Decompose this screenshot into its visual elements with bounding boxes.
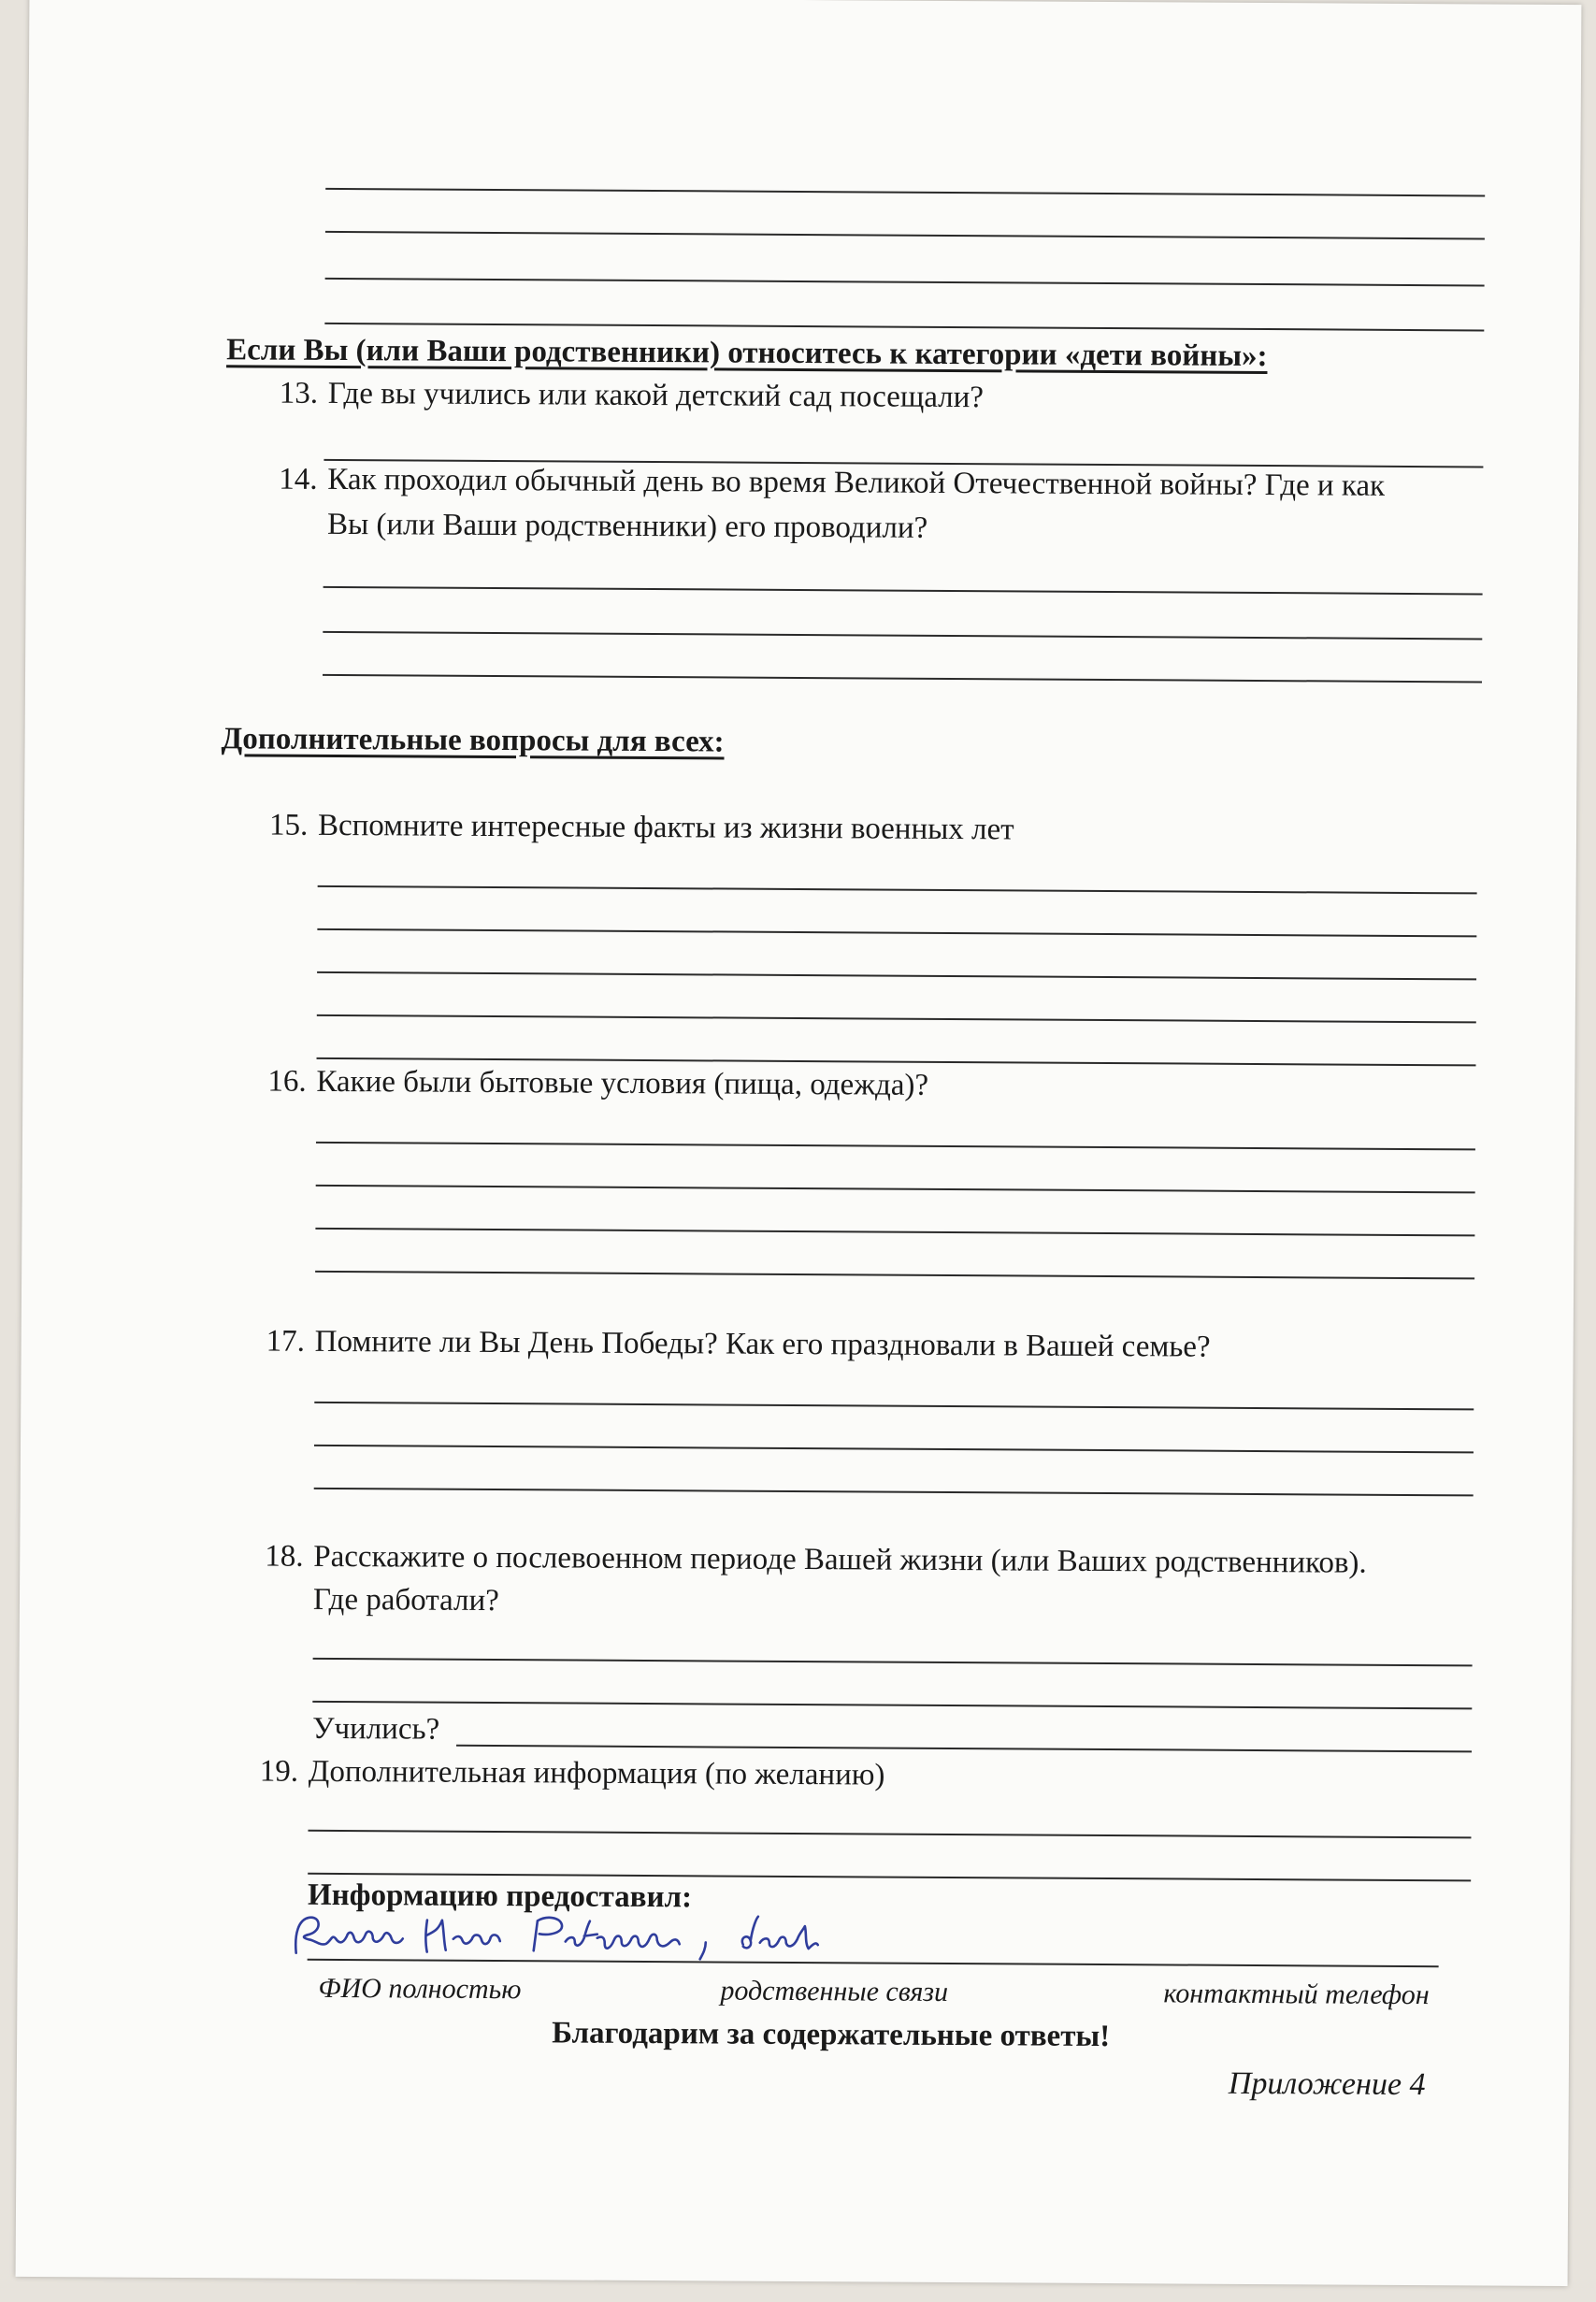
question-18-studied-label: Учились? xyxy=(312,1711,440,1747)
answer-line[interactable] xyxy=(315,1228,1474,1237)
answer-line[interactable] xyxy=(313,1658,1473,1667)
handwriting-drawing xyxy=(289,1906,869,1966)
caption-relation: родственные связи xyxy=(720,1975,949,2007)
question-17-number: 17. xyxy=(266,1324,306,1359)
question-18-number: 18. xyxy=(265,1539,304,1574)
question-14-text-line1: Как проходил обычный день во время Великой Отечественной войны? Где и как xyxy=(327,462,1386,503)
answer-line[interactable] xyxy=(318,885,1477,895)
answer-line[interactable] xyxy=(325,278,1485,287)
appendix-label: Приложение 4 xyxy=(1228,2065,1426,2103)
question-19-number: 19. xyxy=(259,1754,299,1789)
question-16-text: Какие были бытовые условия (пища, одежда)? xyxy=(316,1064,929,1102)
question-18-text-line2: Где работали? xyxy=(312,1582,499,1619)
thanks-text: Благодарим за содержательные ответы! xyxy=(552,2016,1111,2054)
question-18-text-line1: Расскажите о послевоенном периоде Вашей жизни (или Ваших родственников). xyxy=(313,1539,1367,1580)
answer-line[interactable] xyxy=(315,1271,1474,1280)
questionnaire-page xyxy=(16,0,1582,2286)
question-15-text: Вспомните интересные факты из жизни военных лет xyxy=(317,808,1014,847)
question-15-number: 15. xyxy=(268,808,309,842)
answer-line[interactable] xyxy=(324,586,1483,596)
answer-line[interactable] xyxy=(324,323,1484,332)
caption-fio: ФИО полностью xyxy=(318,1972,522,2006)
answer-line[interactable] xyxy=(325,188,1485,197)
answer-line[interactable] xyxy=(308,1830,1471,1839)
answer-line[interactable] xyxy=(323,674,1482,683)
answer-line[interactable] xyxy=(316,1142,1475,1151)
question-13-number: 13. xyxy=(279,376,319,410)
caption-phone: контактный телефон xyxy=(1163,1978,1430,2011)
provided-by-label: Информацию предоставил: xyxy=(307,1878,693,1915)
section-heading-additional: Дополнительные вопросы для всех: xyxy=(221,722,725,759)
answer-line[interactable] xyxy=(317,1014,1476,1024)
answer-line[interactable] xyxy=(314,1402,1474,1411)
handwritten-signature xyxy=(289,1906,869,1966)
answer-line[interactable] xyxy=(314,1488,1474,1497)
question-17-text: Помните ли Вы День Победы? Как его праздновали в Вашей семье? xyxy=(314,1324,1211,1364)
question-13-text: Где вы учились или какой детский сад посещали? xyxy=(327,376,985,415)
question-14-text-line2: Вы (или Ваши родственники) его проводили? xyxy=(326,507,928,545)
answer-line[interactable] xyxy=(312,1701,1472,1710)
question-14-number: 14. xyxy=(279,462,318,496)
section-heading-children-of-war: Если Вы (или Ваши родственники) относитесь к категории «дети войны»: xyxy=(226,333,1268,374)
answer-line[interactable] xyxy=(317,971,1476,981)
answer-line[interactable] xyxy=(316,1185,1475,1194)
question-16-number: 16. xyxy=(267,1064,307,1099)
answer-line[interactable] xyxy=(325,231,1485,240)
studied-answer-line[interactable] xyxy=(456,1745,1472,1753)
answer-line[interactable] xyxy=(317,928,1476,938)
answer-line[interactable] xyxy=(323,631,1482,640)
answer-line[interactable] xyxy=(314,1445,1474,1454)
question-19-text: Дополнительная информация (по желанию) xyxy=(308,1754,885,1792)
